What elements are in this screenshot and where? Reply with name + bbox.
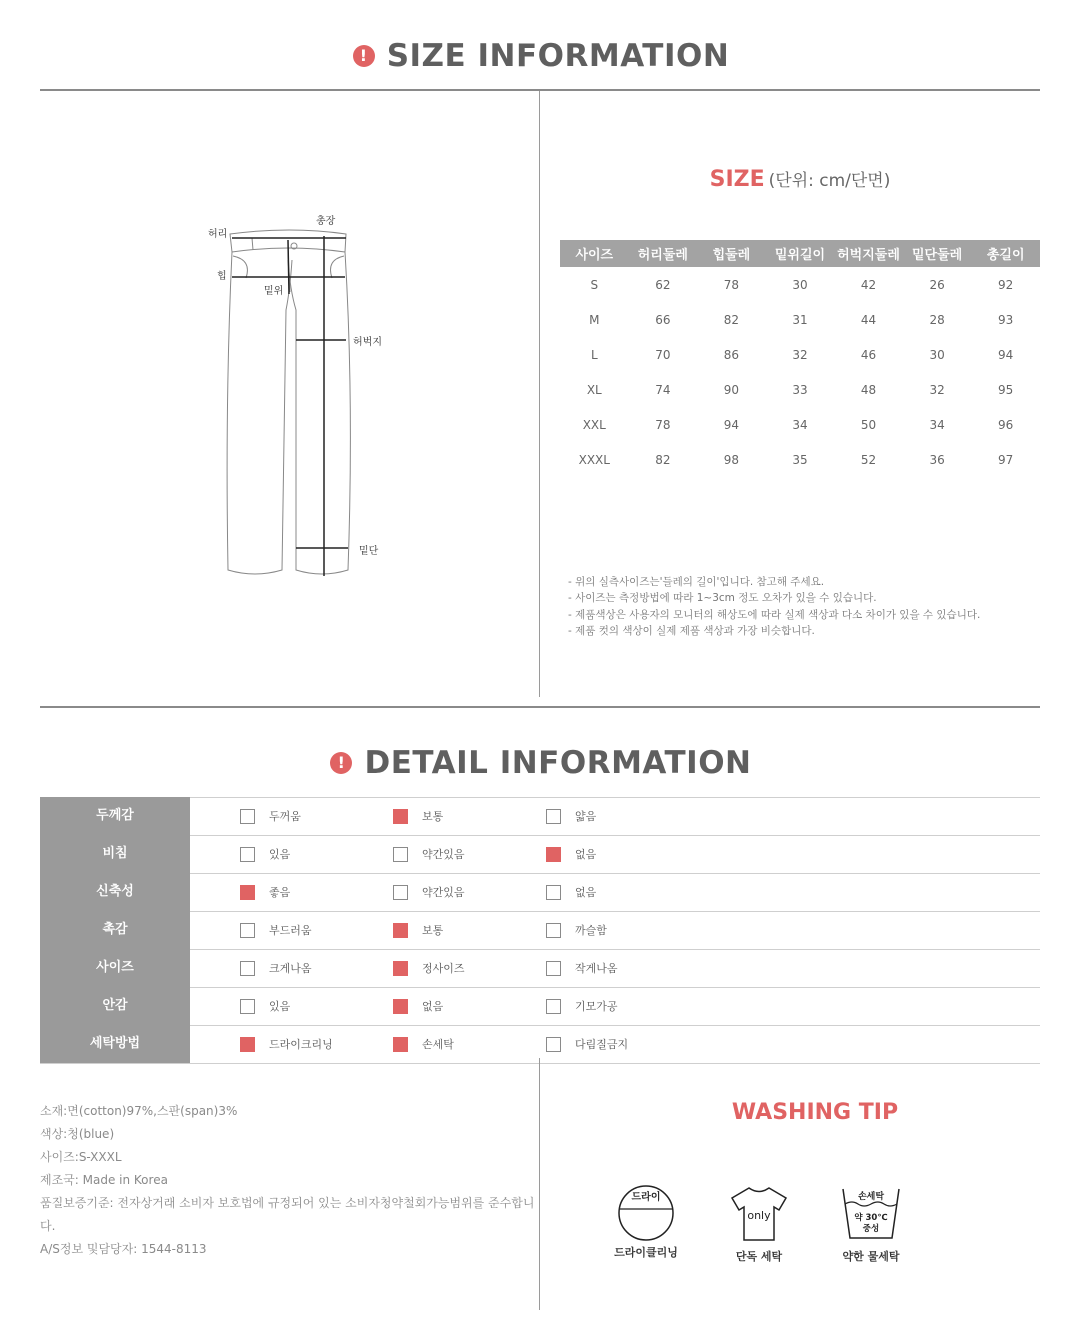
size-table-cell: 82 bbox=[723, 312, 740, 327]
checkbox[interactable] bbox=[393, 961, 408, 976]
size-table-cell: XXL bbox=[582, 417, 606, 432]
option-label: 손세탁 bbox=[422, 1038, 454, 1051]
detail-row bbox=[40, 873, 1040, 911]
option-label: 없음 bbox=[422, 1000, 444, 1013]
size-table-cell: 82 bbox=[655, 452, 671, 467]
size-table-cell: 78 bbox=[655, 417, 671, 432]
size-table-cell: 35 bbox=[792, 452, 808, 467]
size-table-cell: 98 bbox=[723, 452, 740, 467]
hem-label: 밑단 bbox=[359, 546, 379, 557]
size-table-header: 총길이 bbox=[971, 240, 1040, 267]
size-table-cell: 93 bbox=[998, 312, 1014, 327]
product-info-line: 제조국: Made in Korea bbox=[40, 1173, 168, 1187]
size-table-cell: 32 bbox=[792, 347, 808, 362]
product-info-line: 색상:청(blue) bbox=[40, 1127, 115, 1141]
detail-row bbox=[40, 911, 1040, 949]
checkbox[interactable] bbox=[546, 1037, 561, 1052]
option-label: 보통 bbox=[422, 924, 444, 937]
option-label: 약간있음 bbox=[422, 886, 465, 899]
size-note: - 제품색상은 사용자의 모니터의 해상도에 따라 실제 색상과 다소 차이가 있을 수 있습니다. bbox=[568, 608, 981, 621]
product-info bbox=[40, 1100, 535, 1261]
size-table-cell: S bbox=[590, 277, 599, 292]
size-table-row bbox=[560, 302, 1040, 337]
option-label: 까슬함 bbox=[575, 924, 607, 937]
size-table-cell: 97 bbox=[998, 452, 1014, 467]
option-label: 있음 bbox=[269, 1000, 291, 1013]
size-table-row bbox=[560, 442, 1040, 477]
size-table-cell: 46 bbox=[860, 347, 877, 362]
checkbox[interactable] bbox=[393, 885, 408, 900]
checkbox[interactable] bbox=[546, 809, 561, 824]
size-table-header: 사이즈 bbox=[560, 240, 629, 267]
size-table-cell: 90 bbox=[723, 382, 740, 397]
waist-label: 허리 bbox=[208, 229, 228, 240]
size-table bbox=[560, 240, 1040, 477]
checkbox[interactable] bbox=[393, 1037, 408, 1052]
size-note: - 위의 실측사이즈는'들레의 길이'입니다. 참고해 주세요. bbox=[568, 576, 825, 588]
option-label: 작게나옴 bbox=[575, 962, 618, 975]
size-heading-text: SIZE bbox=[709, 167, 765, 192]
checkbox[interactable] bbox=[240, 961, 255, 976]
size-unit: (단위: cm/단면) bbox=[768, 171, 891, 191]
detail-table bbox=[40, 797, 1040, 1064]
size-table-cell: 94 bbox=[723, 417, 740, 432]
option-label: 두꺼움 bbox=[269, 810, 301, 823]
checkbox[interactable] bbox=[393, 923, 408, 938]
detail-row-label: 안감 bbox=[40, 987, 190, 1025]
size-table-cell: 94 bbox=[998, 347, 1014, 362]
thigh-label: 허벅지 bbox=[353, 337, 382, 348]
option-label: 기모가공 bbox=[575, 1000, 618, 1013]
rise-label: 밑위 bbox=[264, 286, 284, 297]
checkbox[interactable] bbox=[546, 885, 561, 900]
size-table-cell: 92 bbox=[998, 277, 1014, 292]
option-label: 다림질금지 bbox=[575, 1038, 629, 1051]
gentle-wash-label: 약한 물세탁 bbox=[842, 1250, 900, 1263]
hand-wash-icon-mid: 약 30℃ bbox=[854, 1213, 888, 1223]
checkbox[interactable] bbox=[240, 923, 255, 938]
detail-row bbox=[40, 1025, 1040, 1064]
single-wash-label: 단독 세탁 bbox=[735, 1250, 783, 1263]
checkbox[interactable] bbox=[546, 961, 561, 976]
divider bbox=[40, 706, 1040, 708]
exclamation-icon: ! bbox=[353, 45, 375, 67]
option-label: 없음 bbox=[575, 848, 597, 861]
checkbox[interactable] bbox=[393, 809, 408, 824]
size-table-cell: 50 bbox=[860, 417, 877, 432]
detail-row bbox=[40, 949, 1040, 987]
size-table-cell: 52 bbox=[860, 452, 877, 467]
option-label: 없음 bbox=[575, 886, 597, 899]
size-heading bbox=[560, 166, 1040, 192]
detail-row-label: 비침 bbox=[40, 835, 190, 873]
size-table-cell: 36 bbox=[929, 452, 945, 467]
checkbox[interactable] bbox=[546, 923, 561, 938]
product-info-line: A/S정보 및담당자: 1544-8113 bbox=[40, 1242, 207, 1256]
checkbox[interactable] bbox=[240, 885, 255, 900]
detail-row-label: 두께감 bbox=[40, 797, 190, 835]
size-table-row bbox=[560, 337, 1040, 372]
size-table-cell: 86 bbox=[723, 347, 740, 362]
dry-clean-label: 드라이클리닝 bbox=[614, 1246, 678, 1259]
checkbox[interactable] bbox=[240, 1037, 255, 1052]
product-info-line: 사이즈:S-XXXL bbox=[40, 1150, 122, 1164]
detail-section-title bbox=[0, 745, 1082, 781]
size-table-row bbox=[560, 267, 1040, 302]
option-label: 정사이즈 bbox=[422, 962, 465, 975]
divider bbox=[539, 1058, 540, 1310]
size-note: - 제품 컷의 색상이 실제 제품 색상과 가장 비슷합니다. bbox=[568, 624, 815, 637]
hand-wash-icon-top: 손세탁 bbox=[857, 1192, 885, 1202]
hand-wash-icon-bot: 중성 bbox=[862, 1224, 880, 1234]
size-table-cell: M bbox=[589, 312, 600, 327]
option-label: 있음 bbox=[269, 848, 291, 861]
checkbox[interactable] bbox=[240, 847, 255, 862]
checkbox[interactable] bbox=[393, 847, 408, 862]
checkbox[interactable] bbox=[393, 999, 408, 1014]
size-table-header: 허리둘레 bbox=[629, 240, 698, 267]
total-length-label: 총장 bbox=[316, 216, 336, 227]
option-label: 얇음 bbox=[575, 810, 597, 823]
size-table-cell: 42 bbox=[860, 277, 877, 292]
tshirt-icon-text: only bbox=[747, 1209, 771, 1222]
detail-row bbox=[40, 797, 1040, 835]
size-notes bbox=[568, 574, 980, 639]
tshirt-icon bbox=[729, 1186, 789, 1242]
size-table-cell: 66 bbox=[655, 312, 671, 327]
detail-title-text: DETAIL INFORMATION bbox=[364, 745, 752, 781]
detail-row-label: 촉감 bbox=[40, 911, 190, 949]
size-table-cell: 74 bbox=[655, 382, 671, 397]
size-note: - 사이즈는 측정방법에 따라 1~3cm 정도 오차가 있을 수 있습니다. bbox=[568, 592, 877, 605]
size-section-title bbox=[0, 38, 1082, 74]
size-title-text: SIZE INFORMATION bbox=[386, 38, 730, 74]
size-table-header: 밑단둘레 bbox=[903, 240, 972, 267]
exclamation-icon: ! bbox=[330, 752, 352, 774]
size-table-cell: 26 bbox=[929, 277, 945, 292]
hand-wash-icon bbox=[840, 1186, 902, 1244]
size-table-cell: 48 bbox=[860, 382, 877, 397]
dry-clean-icon-text: 드라이 bbox=[631, 1192, 661, 1203]
detail-row-label: 신축성 bbox=[40, 873, 190, 911]
checkbox[interactable] bbox=[546, 999, 561, 1014]
size-table-row bbox=[560, 372, 1040, 407]
detail-row bbox=[40, 987, 1040, 1025]
size-table-cell: L bbox=[590, 347, 598, 362]
product-info-line: 소재:면(cotton)97%,스판(span)3% bbox=[40, 1104, 238, 1118]
size-table-cell: XL bbox=[586, 382, 602, 397]
pants-diagram bbox=[180, 200, 420, 590]
checkbox[interactable] bbox=[240, 999, 255, 1014]
size-table-cell: 95 bbox=[998, 382, 1014, 397]
size-table-cell: 31 bbox=[792, 312, 808, 327]
size-table-cell: 44 bbox=[860, 312, 877, 327]
detail-row-label: 세탁방법 bbox=[40, 1025, 190, 1063]
size-table-cell: 32 bbox=[929, 382, 945, 397]
size-table-cell: 78 bbox=[723, 277, 740, 292]
checkbox[interactable] bbox=[546, 847, 561, 862]
option-label: 약간있음 bbox=[422, 848, 465, 861]
size-table-header: 밑위길이 bbox=[766, 240, 835, 267]
option-label: 드라이크리닝 bbox=[269, 1038, 333, 1051]
hip-label: 힙 bbox=[217, 271, 227, 282]
size-table-cell: 33 bbox=[792, 382, 808, 397]
detail-row bbox=[40, 835, 1040, 873]
washing-tip-title: WASHING TIP bbox=[731, 1100, 899, 1125]
size-table-cell: XXXL bbox=[578, 452, 610, 467]
size-table-cell: 96 bbox=[998, 417, 1014, 432]
size-table-cell: 30 bbox=[929, 347, 945, 362]
product-info-line: 품질보증기준: 전자상거래 소비자 보호법에 규정되어 있는 소비자청약철회가능범위를 준수합니다. bbox=[40, 1196, 535, 1233]
size-table-cell: 62 bbox=[655, 277, 671, 292]
dry-clean-icon bbox=[615, 1184, 677, 1242]
option-label: 보통 bbox=[422, 810, 444, 823]
size-table-cell: 28 bbox=[929, 312, 945, 327]
option-label: 부드러움 bbox=[269, 924, 312, 937]
divider bbox=[539, 91, 540, 697]
detail-row-label: 사이즈 bbox=[40, 949, 190, 987]
option-label: 좋음 bbox=[269, 886, 291, 899]
size-table-cell: 30 bbox=[792, 277, 808, 292]
size-table-cell: 70 bbox=[655, 347, 671, 362]
rise-measure-line bbox=[288, 240, 289, 294]
size-table-header: 힙둘레 bbox=[697, 240, 766, 267]
size-table-cell: 34 bbox=[792, 417, 808, 432]
size-table-cell: 34 bbox=[929, 417, 945, 432]
size-table-row bbox=[560, 407, 1040, 442]
option-label: 크게나옴 bbox=[269, 962, 312, 975]
checkbox[interactable] bbox=[240, 809, 255, 824]
divider bbox=[40, 89, 1040, 91]
size-table-header: 허벅지둘레 bbox=[834, 240, 903, 267]
